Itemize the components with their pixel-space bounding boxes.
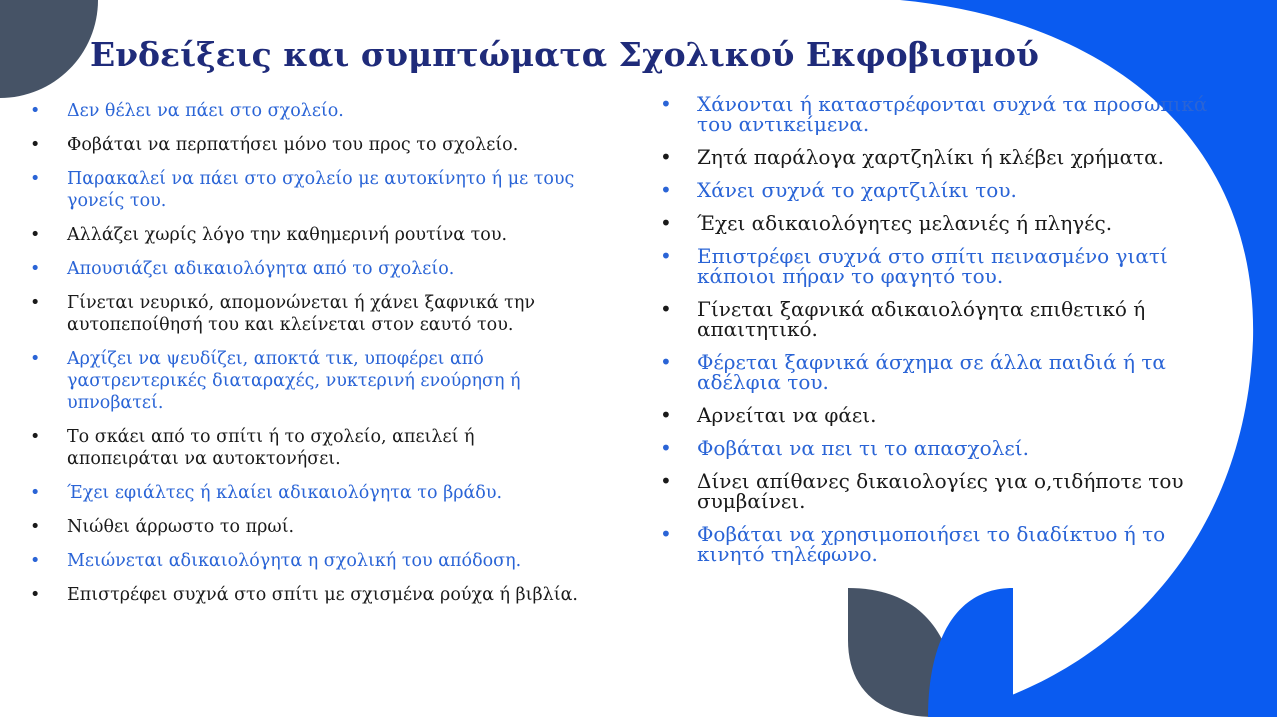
bullet-icon: • — [660, 92, 672, 116]
list-item-text: Παρακαλεί να πάει στο σχολείο με αυτοκίνητο ή με τους γονείς του. — [67, 169, 575, 211]
bullet-icon: • — [660, 522, 672, 546]
list-item — [660, 94, 1220, 134]
list-item — [30, 258, 590, 280]
list-item — [30, 426, 590, 470]
list-item-text: Επιστρέφει συχνά στο σπίτι με σχισμένα ρούχα ή βιβλία. — [67, 585, 578, 605]
bullet-icon: • — [660, 244, 672, 268]
list-item — [30, 516, 590, 538]
slide-title: Ενδείξεις και συμπτώματα Σχολικού Εκφοβισμού — [90, 35, 1039, 74]
list-item — [660, 471, 1220, 511]
list-item-text: Χάνονται ή καταστρέφονται συχνά τα προσωπικά του αντικείμενα. — [697, 92, 1208, 136]
list-item-text: Χάνει συχνά το χαρτζιλίκι του. — [697, 178, 1017, 202]
bullet-icon: • — [660, 469, 672, 493]
left-symptom-list — [30, 100, 590, 618]
bullet-icon: • — [30, 483, 41, 503]
bullet-icon: • — [660, 178, 672, 202]
bullet-icon: • — [30, 585, 41, 605]
bullet-icon: • — [660, 403, 672, 427]
list-item — [30, 584, 590, 606]
list-item — [660, 405, 1220, 425]
list-item-text: Αρνείται να φάει. — [697, 403, 877, 427]
list-item — [660, 438, 1220, 458]
bullet-icon: • — [660, 297, 672, 321]
list-item — [660, 524, 1220, 564]
list-item — [660, 147, 1220, 167]
list-item-text: Ζητά παράλογα χαρτζηλίκι ή κλέβει χρήματα. — [697, 145, 1165, 169]
list-item — [30, 348, 590, 414]
bullet-icon: • — [30, 551, 41, 571]
list-item-text: Δίνει απίθανες δικαιολογίες για ο,τιδήποτε του συμβαίνει. — [697, 469, 1184, 513]
list-item-text: Γίνεται νευρικό, απομονώνεται ή χάνει ξαφνικά την αυτοπεποίθησή του και κλείνεται στον εαυτό του. — [67, 293, 535, 335]
bullet-icon: • — [30, 259, 41, 279]
list-item — [660, 352, 1220, 392]
list-item — [30, 292, 590, 336]
bullet-icon: • — [30, 169, 41, 189]
list-item-text: Φοβάται να πει τι το απασχολεί. — [697, 436, 1029, 460]
list-item — [660, 246, 1220, 286]
list-item-text: Επιστρέφει συχνά στο σπίτι πεινασμένο γιατί κάποιοι πήραν το φαγητό του. — [697, 244, 1168, 288]
list-item — [660, 180, 1220, 200]
bullet-icon: • — [30, 293, 41, 313]
bullet-icon: • — [30, 135, 41, 155]
list-item-text: Γίνεται ξαφνικά αδικαιολόγητα επιθετικό ή απαιτητικό. — [697, 297, 1146, 341]
bullet-icon: • — [660, 211, 672, 235]
list-item — [660, 213, 1220, 233]
list-item-text: Νιώθει άρρωστο το πρωί. — [67, 517, 295, 537]
list-item-text: Αλλάζει χωρίς λόγο την καθημερινή ρουτίνα του. — [67, 225, 508, 245]
blue-leaf-shape — [928, 588, 1013, 717]
list-item-text: Μειώνεται αδικαιολόγητα η σχολική του απόδοση. — [67, 551, 522, 571]
bullet-icon: • — [660, 145, 672, 169]
bullet-icon: • — [30, 225, 41, 245]
list-item — [660, 299, 1220, 339]
bullet-icon: • — [30, 349, 41, 369]
list-item — [30, 168, 590, 212]
list-item — [30, 100, 590, 122]
list-item-text: Έχει αδικαιολόγητες μελανιές ή πληγές. — [697, 211, 1113, 235]
list-item — [30, 482, 590, 504]
list-item — [30, 134, 590, 156]
list-item-text: Έχει εφιάλτες ή κλαίει αδικαιολόγητα το βράδυ. — [67, 483, 503, 503]
list-item-text: Αρχίζει να ψευδίζει, αποκτά τικ, υποφέρει από γαστρεντερικές διαταραχές, νυκτερινή ενούρηση ή υπνοβατεί. — [67, 349, 521, 413]
bullet-icon: • — [30, 101, 41, 121]
list-item-text: Φέρεται ξαφνικά άσχημα σε άλλα παιδιά ή τα αδέλφια του. — [697, 350, 1166, 394]
corner-quarter-circle — [0, 0, 98, 98]
list-item-text: Απουσιάζει αδικαιολόγητα από το σχολείο. — [67, 259, 455, 279]
bullet-icon: • — [30, 427, 41, 447]
bullet-icon: • — [660, 350, 672, 374]
list-item — [30, 224, 590, 246]
list-item — [30, 550, 590, 572]
list-item-text: Δεν θέλει να πάει στο σχολείο. — [67, 101, 344, 121]
bullet-icon: • — [30, 517, 41, 537]
bullet-icon: • — [660, 436, 672, 460]
right-symptom-list — [660, 94, 1220, 577]
list-item-text: Το σκάει από το σπίτι ή το σχολείο, απειλεί ή αποπειράται να αυτοκτονήσει. — [67, 427, 475, 469]
list-item-text: Φοβάται να περπατήσει μόνο του προς το σχολείο. — [67, 135, 519, 155]
list-item-text: Φοβάται να χρησιμοποιήσει το διαδίκτυο ή το κινητό τηλέφωνο. — [697, 522, 1166, 566]
